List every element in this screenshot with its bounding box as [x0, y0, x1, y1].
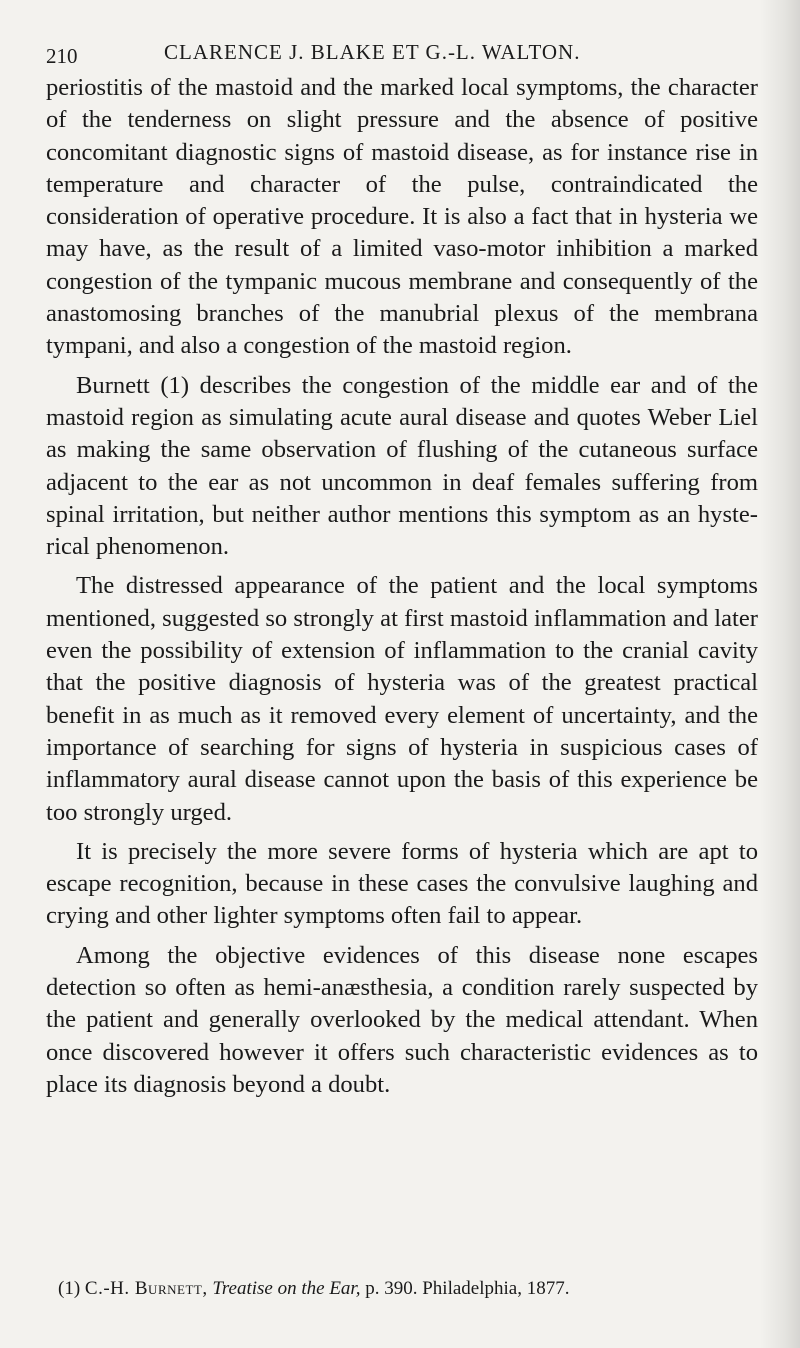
- page-header: [46, 38, 756, 68]
- body-text: [46, 72, 758, 1108]
- running-head: CLARENCE J. BLAKE ET G.-L. WALTON.: [164, 40, 581, 64]
- paragraph-5: Among the objective evidences of this disease none escapes detection so often as hemi-anæsthesia, a condition rarely suspected by the patient and generally overlooked by the medical attendant. When once discovered however it offers such characteristic evidences as to place its diagnosis beyond a doubt.: [46, 941, 758, 1098]
- paragraph-3: The distressed appearance of the patient and the local symptoms mentioned, suggested so strongly at first mastoid inflammation and later even the possibility of extension of inflammation to the cranial cavity that the positive diagnosis of hysteria was of the greatest practical benefit in as much as it removed every element of uncertainty, and the importance of searching for signs of hysteria in suspicious cases of inflammatory aural disease cannot upon the basis of this experience be too strongly urged.: [46, 572, 758, 826]
- footnote-marker: (1): [58, 1278, 81, 1299]
- page-number: 210: [46, 44, 78, 68]
- paragraph-4: It is precisely the more severe forms of hysteria which are apt to escape recognition, because in these cases the convulsive laughing and crying and other lighter symptoms often fail to appear.: [46, 837, 758, 930]
- footnote: [58, 1278, 758, 1300]
- footnote-title: Treatise on the Ear,: [212, 1278, 361, 1299]
- page-edge-shadow: [760, 0, 800, 1348]
- footnote-citation: p. 390. Philadelphia, 1877.: [365, 1278, 570, 1299]
- paragraph-2: Burnett (1) describes the congestion of the middle ear and of the mastoid region as simulating acute aural disease and quotes Weber Liel as making the same observation of flushing of the cutaneous surface adjacent to the ear as not uncommon in deaf females suffering from spinal irritation, but neither author mentions this symptom as an hysterical phenomenon.: [46, 371, 758, 561]
- footnote-author: C.-H. Burnett,: [84, 1278, 208, 1299]
- paragraph-1: periostitis of the mastoid and the marked local symptoms, the character of the tenderness on slight pressure and the absence of positive concomitant diagnostic signs of mastoid disease, as for instance rise in temperature and character of the pulse, contraindicated the consideration of operative procedure. It is also a fact that in hysteria we may have, as the result of a limited vaso-motor inhibition a marked congestion of the tympanic mucous membrane and consequently of the anastomosing branches of the manubrial plexus of the membrana tympani, and also a congestion of the mastoid region.: [46, 74, 758, 360]
